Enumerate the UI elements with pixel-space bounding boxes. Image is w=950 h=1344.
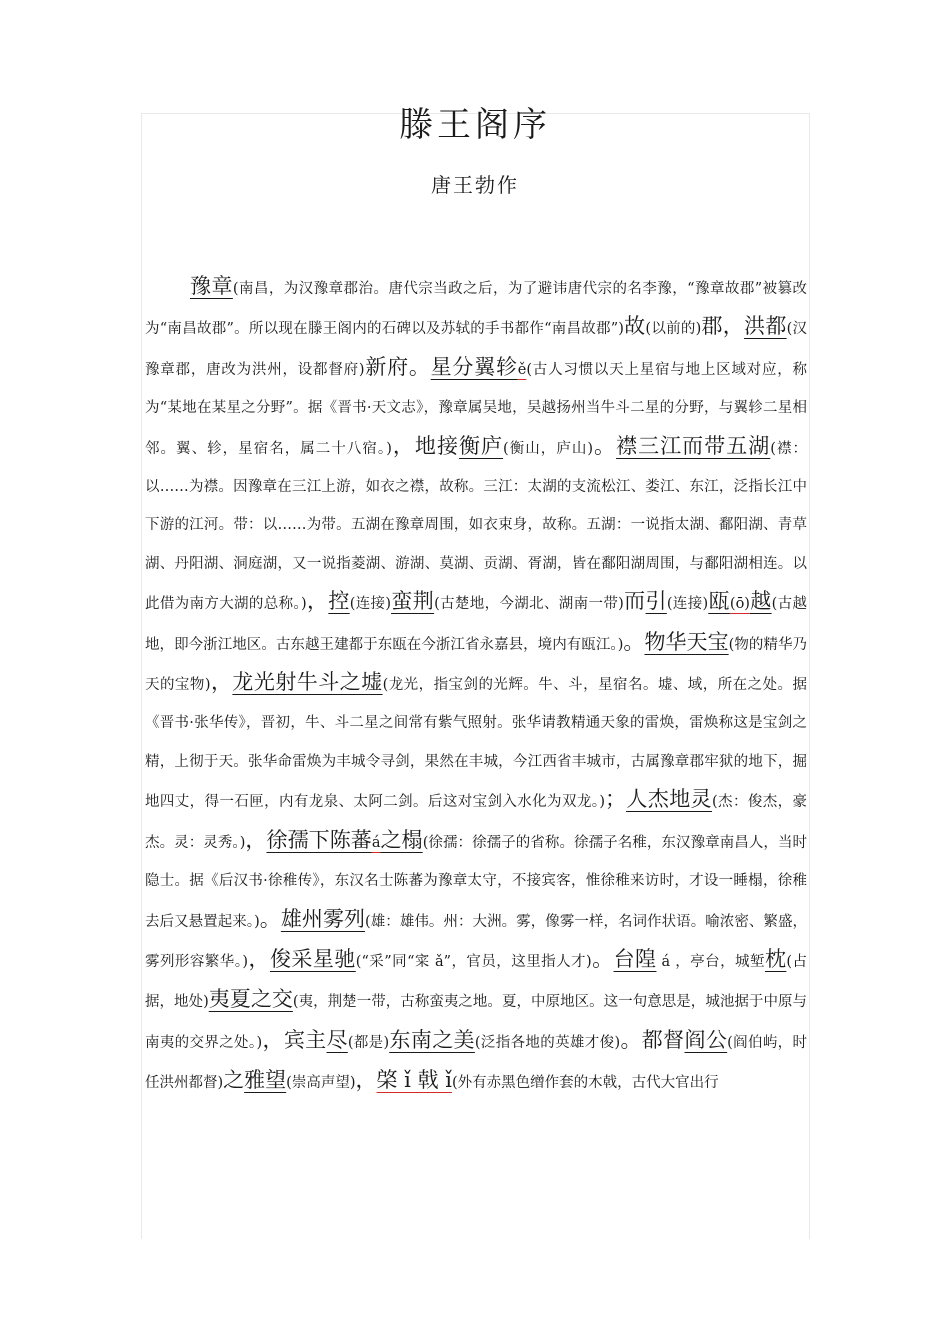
annotation-note: (外有赤黑色缯作套的木戟，古代大官出行 [451, 1075, 719, 1092]
annotation-note: (汉豫章郡，唐改为洪州，设都督府) [145, 321, 808, 378]
annotation-note: (阎伯屿，时任洪州都督) [145, 1034, 808, 1092]
annotated-term: 台隍 [613, 946, 657, 971]
annotated-term: 尽 [326, 1027, 348, 1052]
annotated-term: 蛮荆 [391, 589, 435, 614]
text-run: ， [245, 827, 267, 852]
annotated-term: 之榻 [380, 827, 423, 852]
annotation-note: (杰：俊杰，豪杰。灵：灵秀。) [145, 794, 808, 851]
paragraph [145, 268, 807, 1103]
annotation-note: á ，亭台，城堑 [656, 953, 765, 970]
text-run: ， [391, 433, 415, 458]
annotated-term: 物华天宝 [644, 629, 729, 654]
annotated-term: 人杰地灵 [626, 787, 712, 812]
text-run: 。 [593, 433, 617, 458]
annotation-note: (以前的) [645, 321, 702, 338]
annotation-note: (占据，地处) [145, 953, 807, 1011]
annotation-note: (古楚地，今湖北、湖南一带) [434, 596, 624, 613]
text-run: 。 [623, 629, 645, 654]
text-run: 之 [223, 1068, 245, 1093]
doc-title: 滕王阁序 [399, 105, 551, 145]
annotated-term: 洪都 [744, 314, 787, 339]
annotated-term: 襟三江而带五湖 [616, 433, 771, 458]
annotated-term: 衡庐 [458, 433, 504, 458]
annotated-term: 控 [328, 589, 350, 614]
annotated-term: 雅望 [244, 1068, 287, 1093]
annotated-term: 雄州雾列 [280, 906, 366, 931]
annotation-note: (泛指各地的英雄才俊) [474, 1034, 621, 1051]
annotated-term: 枕 [764, 946, 787, 971]
doc-body [145, 268, 807, 1103]
text-run: 郡， [701, 314, 745, 339]
text-run: 。 [591, 946, 614, 971]
annotated-term: 越 [749, 589, 772, 614]
annotation-note: (都是) [347, 1034, 390, 1051]
text-run: 。 [259, 906, 281, 931]
pinyin-note: á [371, 834, 381, 851]
annotation-note: (连接) [666, 596, 709, 613]
annotation-note: (崇高声望) [286, 1075, 356, 1092]
annotated-term: 徐孺下陈蕃 [266, 827, 372, 852]
annotation-note: (“采”同“寀 ǎ”，官员，这里指人才) [355, 953, 592, 970]
annotation-note: (襟：以……为襟。因豫章在三江上游，如衣之襟，故称。三江：太湖的支流松江、娄江、东江，泛指长江中下游的江河。带：以……为带。五湖在豫章周围，如衣束身，故称。五湖：一说指太湖、鄱阳湖、青草湖、丹阳湖、洞庭湖，又一说指菱湖、游湖、莫湖、贡湖、胥湖，皆在鄱阳湖周围，与鄱阳湖相连。以此借为南方大湖的总称。) [145, 440, 808, 613]
annotated-term: 俊采星驰 [269, 946, 356, 971]
annotated-term: 阎公 [684, 1027, 728, 1052]
annotation-note: (夷，荆楚一带，古称蛮夷之地。夏，中原地区。这一句意思是，城池据于中原与南夷的交界之处。) [145, 994, 807, 1051]
annotation-note: (南昌，为汉豫章郡治。唐代宗当政之后，为了避讳唐代宗的名李豫，“豫章故郡”被篡改为“南昌故郡”。所以现在滕王阁内的石碑以及苏轼的手书都作“南昌故郡”) [145, 281, 808, 338]
annotated-term: 瓯 [708, 589, 730, 614]
annotated-term: 豫章 [190, 274, 233, 298]
annotated-term: 龙光射牛斗之墟 [232, 670, 383, 695]
annotated-term: 东南之美 [389, 1027, 475, 1052]
text-run: 宾主 [283, 1027, 327, 1052]
annotated-term: 棨 ǐ 戟 ǐ [376, 1068, 452, 1093]
text-run: 而 [623, 589, 646, 614]
text-run: 新府。 [364, 354, 431, 379]
annotation-note: (雄：雄伟。州：大洲。雾，像雾一样，名词作状语。喻浓密、繁盛，雾列形容繁华。) [145, 913, 808, 970]
doc-author: 唐王勃作 [431, 173, 519, 197]
text-run: 都督 [641, 1027, 685, 1052]
text-run: ， [262, 1027, 284, 1052]
pinyin-note: ě [517, 361, 527, 378]
annotation-note: (古越地，即今浙江地区。古东越王建都于东瓯在今浙江省永嘉县，境内有瓯江。) [145, 596, 807, 653]
annotation-note: (物的精华乃天的宝物) [145, 636, 808, 694]
annotation-note: (连接) [349, 596, 392, 613]
text-run: ， [355, 1068, 377, 1093]
annotation-note: (龙光，指宝剑的光辉。牛、斗，星宿名。墟、域，所在之处。据《晋书·张华传》，晋初，牛、斗二星之间常有紫气照射。张华请教精通天象的雷焕，雷焕称这是宝剑之精，上彻于天。张华命雷焕为丰城令寻剑，果然在丰城，今江西省丰城市，古属豫章郡牢狱的地下，掘地四丈，得一石匣，内有龙泉、太阿二剑。后这对宝剑入水化为双龙。) [145, 677, 807, 811]
annotated-term: 引 [645, 589, 667, 614]
pinyin-note: (ō) [729, 596, 750, 613]
annotation-note: (徐孺：徐孺子的省称。徐孺子名稚，东汉豫章南昌人，当时隐士。据《后汉书·徐稚传》，东汉名士陈蕃为豫章太守，不接宾客，惟徐稚来访时，才设一睡榻，徐稚去后又悬置起来。) [145, 834, 808, 930]
text-run: ； [605, 787, 627, 812]
text-run: 。 [620, 1027, 642, 1052]
text-run: ， [248, 946, 270, 971]
annotation-note: (古人习惯以天上星宿与地上区域对应，称为“某地在某星之分野”。据《晋书·天文志》，豫章属吴地，吴越扬州当牛斗二星的分野，与翼轸二星相邻。翼、轸，星宿名，属二十八宿。) [145, 361, 808, 457]
text-run: 故 [623, 314, 646, 339]
annotation-note: (衡山，庐山) [503, 440, 594, 457]
annotated-term: 星分翼轸 [430, 354, 518, 379]
text-run: ， [306, 589, 329, 614]
text-run: ， [210, 670, 233, 695]
text-run: 地接 [414, 433, 459, 458]
annotated-term: 夷夏之交 [208, 987, 293, 1012]
